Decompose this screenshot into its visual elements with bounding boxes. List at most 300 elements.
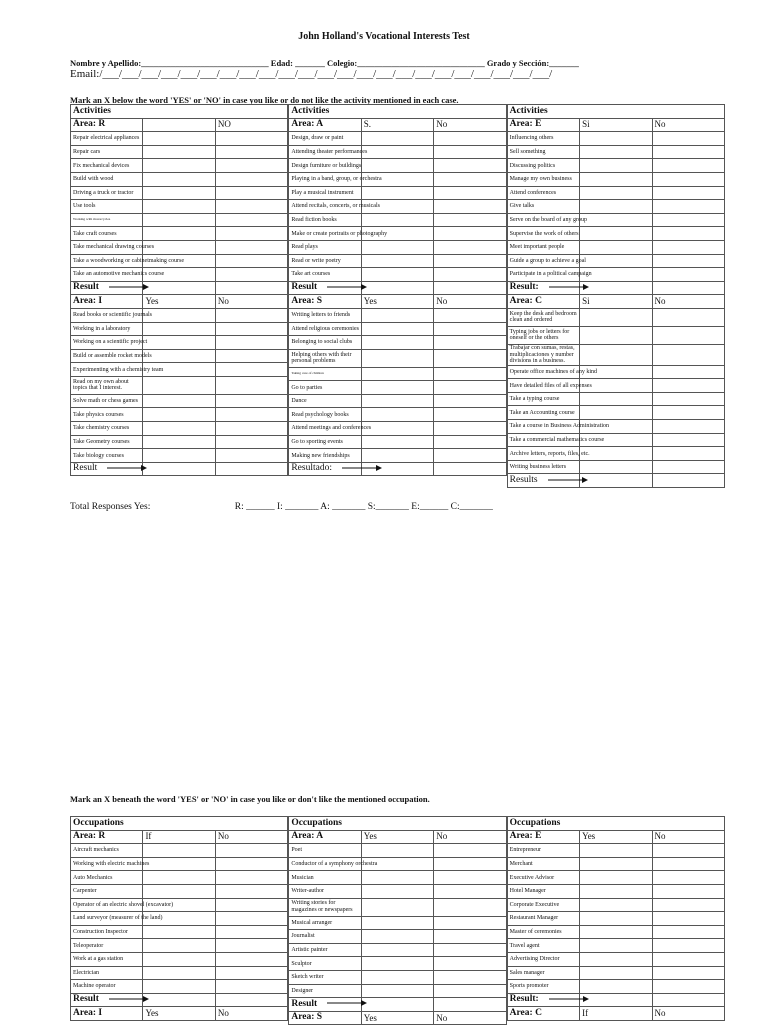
yes-checkbox[interactable] — [361, 435, 433, 449]
area-label: Area: R — [71, 830, 143, 844]
yes-checkbox[interactable] — [143, 857, 215, 871]
no-checkbox[interactable] — [215, 912, 287, 926]
no-checkbox[interactable] — [652, 871, 724, 885]
no-checkbox[interactable] — [434, 145, 506, 159]
no-checkbox[interactable] — [434, 200, 506, 214]
yes-checkbox[interactable] — [143, 871, 215, 885]
no-checkbox[interactable] — [434, 916, 506, 930]
no-checkbox[interactable] — [652, 326, 724, 344]
column-header: Activities — [71, 105, 288, 119]
yes-checkbox[interactable] — [580, 326, 652, 344]
yes-checkbox[interactable] — [580, 939, 652, 953]
yes-checkbox[interactable] — [143, 408, 215, 422]
no-checkbox[interactable] — [434, 957, 506, 971]
no-checkbox[interactable] — [652, 159, 724, 173]
yes-header: If — [143, 830, 215, 844]
no-checkbox[interactable] — [434, 449, 506, 463]
yes-checkbox[interactable] — [361, 349, 433, 367]
yes-checkbox[interactable] — [580, 213, 652, 227]
no-checkbox[interactable] — [434, 857, 506, 871]
yes-checkbox[interactable] — [580, 925, 652, 939]
yes-checkbox[interactable] — [143, 132, 215, 146]
yes-checkbox[interactable] — [361, 159, 433, 173]
list-item: Archive letters, reports, files, etc. — [507, 447, 579, 461]
occupations-column — [507, 816, 725, 1025]
list-item: Belonging to social clubs — [289, 336, 361, 350]
yes-checkbox[interactable] — [580, 254, 652, 268]
yes-checkbox[interactable] — [580, 227, 652, 241]
yes-checkbox[interactable] — [361, 381, 433, 395]
total-responses-fields[interactable]: R: ______ I: _______ A: _______ S:_______ E:______ C:_______ — [234, 502, 493, 512]
list-item: Sketch writer — [289, 970, 361, 984]
no-checkbox[interactable] — [652, 172, 724, 186]
arrow-right-icon — [327, 284, 367, 290]
list-item: Poet — [289, 844, 361, 858]
yes-checkbox[interactable] — [361, 844, 433, 858]
yes-checkbox[interactable] — [361, 268, 433, 282]
list-item: Attend conferences — [507, 186, 579, 200]
result-no-cell[interactable] — [434, 462, 506, 476]
list-item: Take a typing course — [507, 392, 579, 406]
result-yes-cell[interactable] — [580, 993, 652, 1007]
yes-checkbox[interactable] — [143, 952, 215, 966]
no-checkbox[interactable] — [652, 898, 724, 912]
yes-checkbox[interactable] — [143, 227, 215, 241]
list-item: Build with wood — [71, 172, 143, 186]
no-checkbox[interactable] — [215, 871, 287, 885]
no-header: No — [434, 295, 506, 309]
no-checkbox[interactable] — [434, 970, 506, 984]
area-label: Area: S — [289, 1011, 361, 1025]
no-checkbox[interactable] — [434, 336, 506, 350]
yes-checkbox[interactable] — [361, 213, 433, 227]
no-checkbox[interactable] — [215, 200, 287, 214]
arrow-right-icon — [548, 477, 588, 483]
no-checkbox[interactable] — [652, 268, 724, 282]
list-item: Machine operator — [71, 980, 143, 994]
no-checkbox[interactable] — [434, 898, 506, 916]
yes-checkbox[interactable] — [361, 943, 433, 957]
result-yes-cell[interactable] — [361, 998, 433, 1012]
yes-checkbox[interactable] — [580, 406, 652, 420]
list-item: Take a course in Business Administration — [507, 420, 579, 434]
result-label: Result — [71, 281, 143, 295]
list-item: Sculptor — [289, 957, 361, 971]
result-no-cell[interactable] — [434, 998, 506, 1012]
no-checkbox[interactable] — [215, 844, 287, 858]
student-info-line[interactable]: Nombre y Apellido:______________________________ Edad: _______ Colegio:______________________________ Grado y Sección:_______ — [70, 58, 579, 68]
list-item: Writer-author — [289, 884, 361, 898]
list-item: Make or create portraits or photography — [289, 227, 361, 241]
yes-checkbox[interactable] — [143, 376, 215, 394]
no-header: No — [215, 295, 287, 309]
list-item: Hotel Manager — [507, 884, 579, 898]
list-item: Meet important people — [507, 240, 579, 254]
yes-checkbox[interactable] — [580, 898, 652, 912]
list-item: Writing business letters — [507, 460, 579, 474]
yes-checkbox[interactable] — [580, 159, 652, 173]
no-checkbox[interactable] — [434, 349, 506, 367]
no-checkbox[interactable] — [652, 844, 724, 858]
no-checkbox[interactable] — [652, 884, 724, 898]
no-checkbox[interactable] — [215, 363, 287, 377]
no-checkbox[interactable] — [652, 379, 724, 393]
result-label: Result: — [507, 993, 579, 1007]
yes-checkbox[interactable] — [143, 308, 215, 322]
no-checkbox[interactable] — [215, 227, 287, 241]
list-item: Journalist — [289, 930, 361, 944]
no-header: NO — [215, 118, 287, 132]
no-checkbox[interactable] — [434, 408, 506, 422]
no-checkbox[interactable] — [215, 308, 287, 322]
area-label: Area: C — [507, 295, 579, 309]
no-checkbox[interactable] — [652, 254, 724, 268]
no-checkbox[interactable] — [652, 200, 724, 214]
occupations-column — [288, 816, 506, 1025]
no-checkbox[interactable] — [215, 268, 287, 282]
result-yes-cell[interactable] — [143, 993, 215, 1007]
yes-checkbox[interactable] — [580, 186, 652, 200]
yes-checkbox[interactable] — [361, 240, 433, 254]
no-checkbox[interactable] — [434, 268, 506, 282]
yes-checkbox[interactable] — [580, 884, 652, 898]
no-checkbox[interactable] — [434, 132, 506, 146]
yes-checkbox[interactable] — [580, 966, 652, 980]
list-item: Dance — [289, 394, 361, 408]
no-checkbox[interactable] — [652, 925, 724, 939]
no-checkbox[interactable] — [434, 844, 506, 858]
no-checkbox[interactable] — [434, 930, 506, 944]
yes-checkbox[interactable] — [143, 884, 215, 898]
yes-checkbox[interactable] — [580, 912, 652, 926]
yes-checkbox[interactable] — [580, 857, 652, 871]
no-checkbox[interactable] — [215, 145, 287, 159]
list-item: Serve on the board of any group — [507, 213, 579, 227]
list-item: Land surveyor (measurer of the land) — [71, 912, 143, 926]
no-checkbox[interactable] — [434, 367, 506, 381]
column-header: Activities — [507, 105, 724, 119]
yes-checkbox[interactable] — [580, 308, 652, 326]
area-label: Area: C — [507, 1007, 579, 1021]
list-item: Repair cars — [71, 145, 143, 159]
yes-checkbox[interactable] — [143, 844, 215, 858]
list-item: Writing letters to friends — [289, 308, 361, 322]
no-header: No — [215, 830, 287, 844]
column-header: Occupations — [507, 817, 724, 831]
yes-header: Yes — [580, 830, 652, 844]
yes-checkbox[interactable] — [361, 930, 433, 944]
no-checkbox[interactable] — [652, 433, 724, 447]
no-checkbox[interactable] — [652, 966, 724, 980]
list-item: Take art courses — [289, 268, 361, 282]
no-checkbox[interactable] — [215, 159, 287, 173]
no-checkbox[interactable] — [434, 308, 506, 322]
area-label: Area: S — [289, 295, 361, 309]
no-checkbox[interactable] — [215, 349, 287, 363]
no-checkbox[interactable] — [652, 186, 724, 200]
no-checkbox[interactable] — [215, 952, 287, 966]
list-item: Restaurant Manager — [507, 912, 579, 926]
no-checkbox[interactable] — [652, 365, 724, 379]
yes-checkbox[interactable] — [143, 980, 215, 994]
no-checkbox[interactable] — [215, 857, 287, 871]
yes-header: Yes — [361, 295, 433, 309]
no-checkbox[interactable] — [434, 394, 506, 408]
no-checkbox[interactable] — [652, 240, 724, 254]
yes-checkbox[interactable] — [361, 408, 433, 422]
yes-checkbox[interactable] — [580, 871, 652, 885]
yes-checkbox[interactable] — [143, 213, 215, 227]
no-checkbox[interactable] — [434, 254, 506, 268]
no-checkbox[interactable] — [215, 449, 287, 463]
no-checkbox[interactable] — [434, 227, 506, 241]
list-item: Trabajar con sumas, restas, multiplicaciones y number divisions in a business. — [507, 344, 579, 365]
list-item: Supervise the work of others — [507, 227, 579, 241]
result-no-cell[interactable] — [652, 474, 724, 488]
occupations-grid — [70, 816, 725, 1025]
no-header: No — [652, 830, 724, 844]
no-checkbox[interactable] — [652, 392, 724, 406]
list-item: Sell something — [507, 145, 579, 159]
area-label: Area: A — [289, 118, 361, 132]
no-checkbox[interactable] — [434, 435, 506, 449]
no-checkbox[interactable] — [215, 422, 287, 436]
no-checkbox[interactable] — [652, 213, 724, 227]
yes-checkbox[interactable] — [361, 916, 433, 930]
yes-checkbox[interactable] — [580, 344, 652, 365]
yes-checkbox[interactable] — [580, 447, 652, 461]
yes-checkbox[interactable] — [143, 200, 215, 214]
no-checkbox[interactable] — [215, 408, 287, 422]
list-item: Read plays — [289, 240, 361, 254]
no-checkbox[interactable] — [652, 420, 724, 434]
yes-checkbox[interactable] — [143, 966, 215, 980]
no-checkbox[interactable] — [652, 344, 724, 365]
yes-header: Yes — [361, 1011, 433, 1025]
yes-checkbox[interactable] — [580, 460, 652, 474]
no-header: No — [434, 830, 506, 844]
list-item: Playing in a band, group, or orchestra — [289, 172, 361, 186]
yes-checkbox[interactable] — [143, 422, 215, 436]
no-checkbox[interactable] — [434, 984, 506, 998]
yes-checkbox[interactable] — [580, 172, 652, 186]
no-checkbox[interactable] — [215, 980, 287, 994]
result-label: Results — [507, 474, 579, 488]
list-item: Attend recitals, concerts, or musicals — [289, 200, 361, 214]
no-header: No — [215, 1007, 287, 1021]
yes-checkbox[interactable] — [580, 145, 652, 159]
yes-checkbox[interactable] — [580, 132, 652, 146]
area-label: Area: I — [71, 1007, 143, 1021]
list-item: Master of ceremonies — [507, 925, 579, 939]
yes-checkbox[interactable] — [580, 392, 652, 406]
no-checkbox[interactable] — [434, 186, 506, 200]
no-checkbox[interactable] — [434, 213, 506, 227]
yes-checkbox[interactable] — [361, 186, 433, 200]
yes-checkbox[interactable] — [361, 871, 433, 885]
result-no-cell[interactable] — [215, 462, 287, 476]
total-responses — [70, 502, 493, 512]
yes-checkbox[interactable] — [580, 200, 652, 214]
list-item: Use tools — [71, 200, 143, 214]
list-item: Take a woodworking or cabinetmaking course — [71, 254, 143, 268]
no-checkbox[interactable] — [652, 132, 724, 146]
yes-checkbox[interactable] — [143, 349, 215, 363]
result-no-cell[interactable] — [434, 281, 506, 295]
no-checkbox[interactable] — [215, 254, 287, 268]
no-checkbox[interactable] — [652, 145, 724, 159]
list-item: Auto Mechanics — [71, 871, 143, 885]
list-item: Working with motorcycles — [71, 213, 143, 227]
yes-header — [143, 118, 215, 132]
yes-checkbox[interactable] — [361, 984, 433, 998]
result-no-cell[interactable] — [215, 993, 287, 1007]
no-checkbox[interactable] — [652, 308, 724, 326]
yes-checkbox[interactable] — [580, 240, 652, 254]
yes-checkbox[interactable] — [143, 939, 215, 953]
yes-checkbox[interactable] — [361, 322, 433, 336]
list-item: Read fiction books — [289, 213, 361, 227]
list-item: Take chemistry courses — [71, 422, 143, 436]
result-yes-cell[interactable] — [580, 281, 652, 295]
list-item: Travel agent — [507, 939, 579, 953]
yes-checkbox[interactable] — [361, 254, 433, 268]
result-no-cell[interactable] — [215, 281, 287, 295]
list-item: Keep the desk and bedroom clean and ordered — [507, 308, 579, 326]
yes-header: Yes — [143, 295, 215, 309]
list-item: Take Geometry courses — [71, 435, 143, 449]
no-checkbox[interactable] — [215, 322, 287, 336]
yes-checkbox[interactable] — [361, 308, 433, 322]
no-checkbox[interactable] — [215, 336, 287, 350]
no-checkbox[interactable] — [652, 406, 724, 420]
result-yes-cell[interactable] — [361, 281, 433, 295]
list-item: Work at a gas station — [71, 952, 143, 966]
no-checkbox[interactable] — [434, 884, 506, 898]
result-yes-cell[interactable] — [580, 474, 652, 488]
no-checkbox[interactable] — [215, 939, 287, 953]
result-yes-cell[interactable] — [143, 462, 215, 476]
no-checkbox[interactable] — [215, 186, 287, 200]
no-checkbox[interactable] — [434, 322, 506, 336]
list-item: Go to sporting events — [289, 435, 361, 449]
arrow-right-icon — [549, 996, 589, 1002]
no-checkbox[interactable] — [652, 857, 724, 871]
result-no-cell[interactable] — [652, 993, 724, 1007]
yes-checkbox[interactable] — [143, 336, 215, 350]
yes-checkbox[interactable] — [361, 336, 433, 350]
list-item: Take an automotive mechanics course — [71, 268, 143, 282]
yes-checkbox[interactable] — [143, 186, 215, 200]
no-checkbox[interactable] — [215, 172, 287, 186]
no-checkbox[interactable] — [434, 240, 506, 254]
yes-header: Si — [580, 295, 652, 309]
no-checkbox[interactable] — [215, 884, 287, 898]
yes-checkbox[interactable] — [361, 132, 433, 146]
no-checkbox[interactable] — [215, 925, 287, 939]
yes-checkbox[interactable] — [361, 898, 433, 916]
activities-grid — [70, 104, 725, 488]
yes-checkbox[interactable] — [143, 435, 215, 449]
no-checkbox[interactable] — [434, 871, 506, 885]
no-checkbox[interactable] — [215, 240, 287, 254]
list-item: Go to parties — [289, 381, 361, 395]
page-title: John Holland's Vocational Interests Test — [298, 31, 470, 42]
yes-checkbox[interactable] — [361, 145, 433, 159]
yes-checkbox[interactable] — [361, 449, 433, 463]
no-checkbox[interactable] — [652, 952, 724, 966]
yes-checkbox[interactable] — [580, 844, 652, 858]
list-item: Sales manager — [507, 966, 579, 980]
no-checkbox[interactable] — [215, 435, 287, 449]
yes-checkbox[interactable] — [143, 159, 215, 173]
yes-checkbox[interactable] — [361, 884, 433, 898]
yes-checkbox[interactable] — [361, 422, 433, 436]
no-checkbox[interactable] — [215, 213, 287, 227]
list-item: Working on a scientific project — [71, 336, 143, 350]
no-checkbox[interactable] — [652, 227, 724, 241]
list-item: Build or assemble rocket models — [71, 349, 143, 363]
list-item: Take mechanical drawing courses — [71, 240, 143, 254]
no-checkbox[interactable] — [434, 381, 506, 395]
list-item: Design furniture or buildings — [289, 159, 361, 173]
list-item: Construction Inspector — [71, 925, 143, 939]
no-checkbox[interactable] — [215, 132, 287, 146]
no-checkbox[interactable] — [434, 943, 506, 957]
result-label: Result — [71, 993, 143, 1007]
yes-checkbox[interactable] — [143, 449, 215, 463]
no-checkbox[interactable] — [215, 376, 287, 394]
no-checkbox[interactable] — [652, 912, 724, 926]
yes-checkbox[interactable] — [143, 145, 215, 159]
no-checkbox[interactable] — [434, 422, 506, 436]
list-item: Participate in a political campaign — [507, 268, 579, 282]
no-checkbox[interactable] — [652, 939, 724, 953]
result-yes-cell[interactable] — [143, 281, 215, 295]
no-checkbox[interactable] — [652, 447, 724, 461]
list-item: Entrepreneur — [507, 844, 579, 858]
no-checkbox[interactable] — [215, 898, 287, 912]
result-no-cell[interactable] — [652, 281, 724, 295]
yes-checkbox[interactable] — [143, 925, 215, 939]
list-item: Take biology courses — [71, 449, 143, 463]
yes-checkbox[interactable] — [361, 970, 433, 984]
list-item: Read psychology books — [289, 408, 361, 422]
list-item: Designer — [289, 984, 361, 998]
arrow-right-icon — [327, 1000, 367, 1006]
yes-checkbox[interactable] — [580, 980, 652, 994]
email-line[interactable]: Email:/___/___/___/___/___/___/___/___/___/___/___/___/___/___/___/___/___/___/___/___/___/___/___/ — [70, 68, 553, 80]
arrow-right-icon — [107, 465, 147, 471]
no-checkbox[interactable] — [215, 394, 287, 408]
area-label: Area: E — [507, 118, 579, 132]
yes-checkbox[interactable] — [143, 322, 215, 336]
no-checkbox[interactable] — [652, 460, 724, 474]
arrow-right-icon — [342, 465, 382, 471]
yes-checkbox[interactable] — [361, 957, 433, 971]
no-checkbox[interactable] — [434, 172, 506, 186]
no-checkbox[interactable] — [434, 159, 506, 173]
yes-checkbox[interactable] — [580, 952, 652, 966]
no-header: No — [434, 118, 506, 132]
no-checkbox[interactable] — [215, 966, 287, 980]
no-checkbox[interactable] — [652, 980, 724, 994]
yes-checkbox[interactable] — [143, 394, 215, 408]
list-item: Attend religious ceremonies — [289, 322, 361, 336]
yes-checkbox[interactable] — [143, 172, 215, 186]
yes-checkbox[interactable] — [361, 394, 433, 408]
yes-checkbox[interactable] — [361, 367, 433, 381]
